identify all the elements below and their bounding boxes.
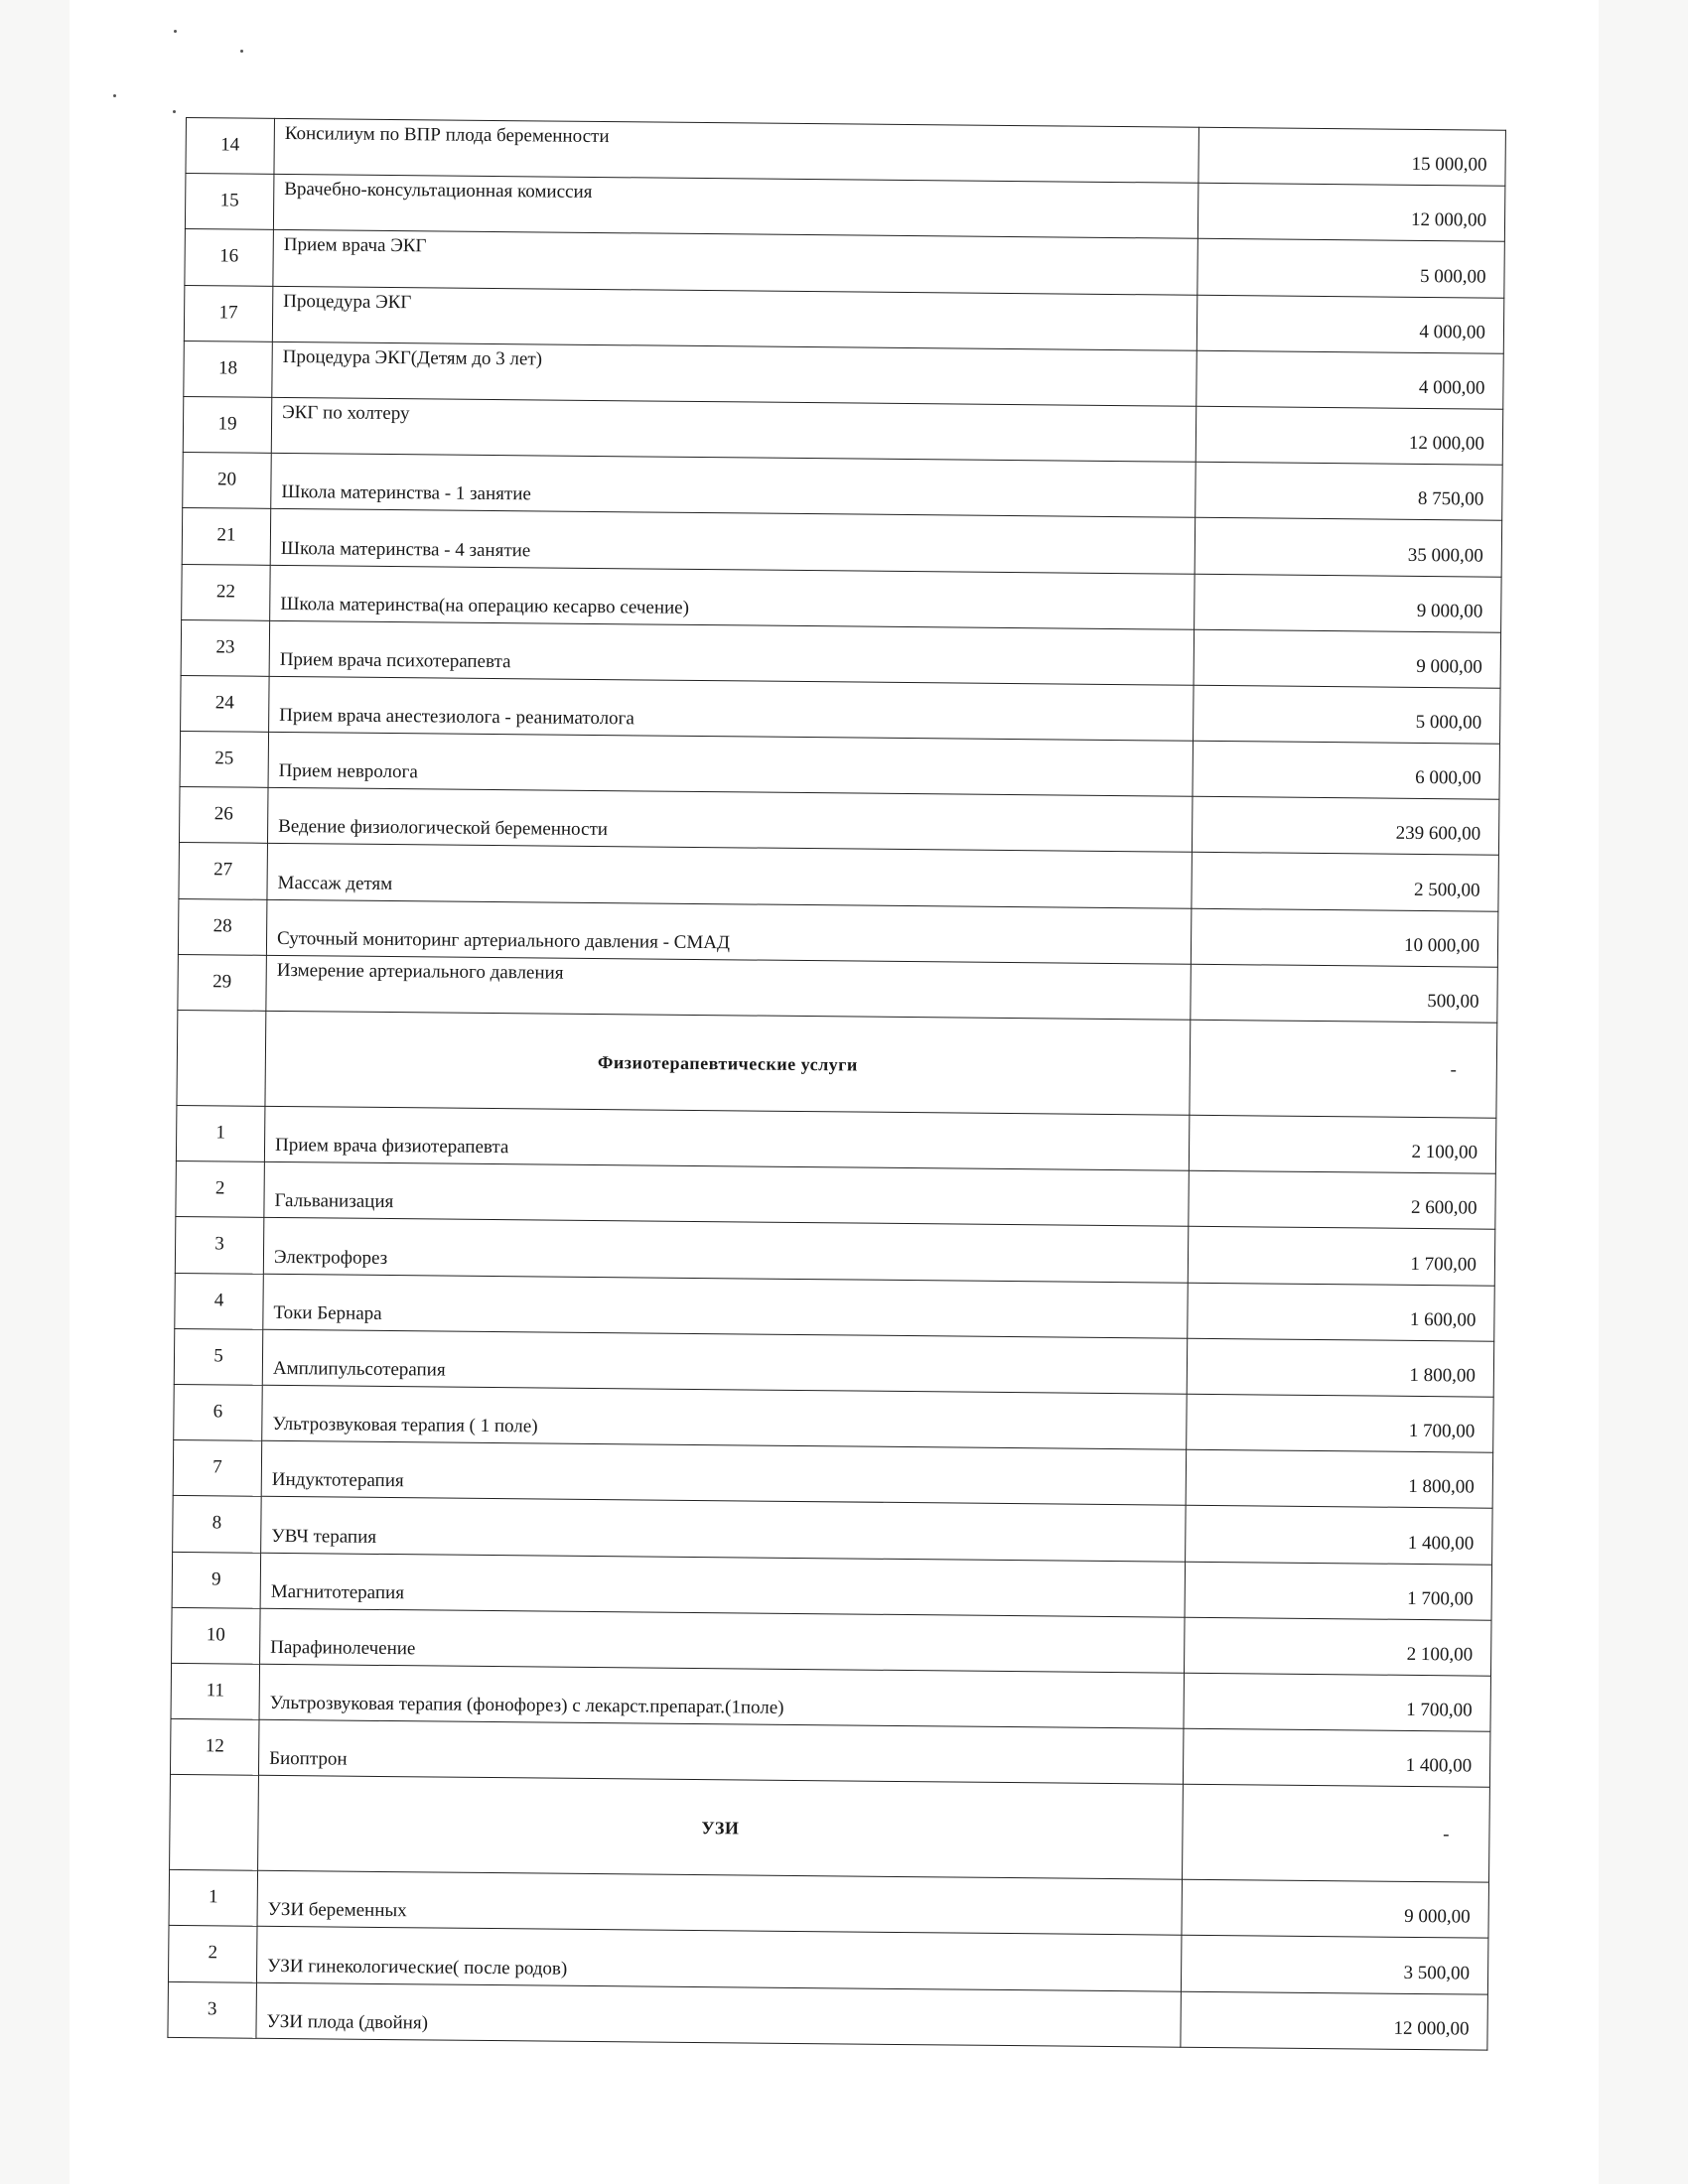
- row-number: 3: [175, 1217, 264, 1274]
- price-list-body: [168, 118, 1506, 2050]
- service-price: 1 400,00: [1186, 1506, 1493, 1565]
- service-price: 1 600,00: [1188, 1283, 1495, 1341]
- section-number-cell: [170, 1775, 259, 1871]
- service-name: Прием врача анестезиолога - реаниматолога: [269, 676, 1194, 741]
- service-price: 3 500,00: [1181, 1936, 1488, 1994]
- service-price: 500,00: [1191, 964, 1498, 1023]
- service-price: 4 000,00: [1196, 350, 1504, 409]
- service-name: Школа материнства - 4 занятие: [270, 509, 1195, 574]
- row-number: 11: [171, 1663, 260, 1719]
- service-name: Ультрозвуковая терапия ( 1 поле): [262, 1385, 1187, 1449]
- service-name: Процедура ЭКГ(Детям до 3 лет): [272, 341, 1196, 406]
- service-name: Ведение физиологической беременности: [267, 788, 1192, 853]
- service-name: Магнитотерапия: [260, 1553, 1185, 1617]
- row-number: 2: [168, 1926, 257, 1982]
- section-number-cell: [177, 1010, 266, 1106]
- section-title: УЗИ: [258, 1776, 1184, 1880]
- price-list-table: [167, 117, 1506, 2050]
- row-number: 16: [185, 229, 274, 286]
- row-number: 17: [184, 285, 273, 341]
- row-number: 9: [172, 1552, 261, 1608]
- service-name: Прием врача ЭКГ: [273, 230, 1197, 295]
- row-number: 1: [176, 1105, 265, 1161]
- service-price: 1 800,00: [1187, 1338, 1494, 1397]
- service-price: 1 400,00: [1183, 1728, 1490, 1787]
- service-price: 1 700,00: [1185, 1562, 1492, 1620]
- service-price: 2 100,00: [1185, 1617, 1492, 1676]
- service-name: Амплипульсотерапия: [262, 1329, 1187, 1394]
- section-price: -: [1190, 1020, 1497, 1118]
- service-name: Суточный мониторинг артериального давления - СМАД: [266, 899, 1191, 964]
- service-price: 12 000,00: [1197, 183, 1505, 241]
- service-name: Токи Бернара: [263, 1274, 1188, 1338]
- service-name: Врачебно-консультационная комиссия: [273, 175, 1197, 239]
- service-name: Школа материнства(на операцию кесарво сечение): [270, 565, 1195, 629]
- service-name: Ультрозвуковая терапия (фонофорез) с лекарст.препарат.(1поле): [259, 1664, 1184, 1728]
- service-price: 15 000,00: [1198, 127, 1506, 186]
- scan-speck: [113, 94, 116, 97]
- row-number: 27: [179, 843, 268, 899]
- service-name: Биоптрон: [258, 1719, 1183, 1784]
- row-number: 26: [179, 787, 268, 844]
- table-row: [168, 1981, 1487, 2050]
- scan-speck: [174, 30, 177, 33]
- service-name: УЗИ беременных: [257, 1871, 1182, 1936]
- service-price: 1 700,00: [1188, 1227, 1495, 1286]
- service-price: 9 000,00: [1182, 1879, 1489, 1938]
- service-price: 6 000,00: [1193, 741, 1500, 799]
- row-number: 18: [184, 341, 273, 397]
- row-number: 15: [185, 174, 274, 230]
- service-price: 1 700,00: [1187, 1394, 1494, 1452]
- row-number: 8: [173, 1496, 262, 1553]
- service-price: 2 600,00: [1189, 1170, 1496, 1229]
- service-price: 2 500,00: [1192, 853, 1499, 911]
- service-name: ЭКГ по холтеру: [271, 397, 1196, 462]
- row-number: 6: [174, 1384, 263, 1440]
- service-name: Парафинолечение: [260, 1608, 1185, 1673]
- row-number: 29: [178, 954, 267, 1011]
- scan-speck: [240, 50, 243, 53]
- section-header-uzi: [170, 1775, 1490, 1883]
- service-name: Прием врача психотерапевта: [269, 620, 1194, 685]
- service-price: 2 100,00: [1189, 1115, 1496, 1173]
- service-price: 12 000,00: [1181, 1991, 1488, 2050]
- row-number: 23: [181, 619, 270, 676]
- service-price: 5 000,00: [1197, 239, 1505, 298]
- row-number: 1: [169, 1870, 258, 1927]
- service-name: Измерение артериального давления: [266, 955, 1191, 1020]
- row-number: 4: [175, 1273, 264, 1329]
- row-number: 5: [174, 1328, 263, 1385]
- service-price: 239 600,00: [1192, 797, 1499, 856]
- service-price: 8 750,00: [1196, 462, 1503, 520]
- service-name: УВЧ терапия: [261, 1497, 1186, 1562]
- service-name: Индуктотерапия: [261, 1440, 1186, 1505]
- row-number: 7: [173, 1440, 262, 1497]
- service-name: Гальванизация: [264, 1161, 1189, 1226]
- service-price: 1 800,00: [1186, 1449, 1493, 1508]
- service-name: УЗИ плода (двойня): [256, 1982, 1181, 2047]
- section-title: Физиотерапевтические услуги: [265, 1011, 1191, 1115]
- row-number: 14: [186, 118, 275, 175]
- row-number: 12: [170, 1718, 259, 1775]
- section-header-physio: [177, 1010, 1497, 1118]
- service-price: 1 700,00: [1184, 1673, 1491, 1731]
- row-number: 24: [181, 675, 270, 732]
- service-name: Консилиум по ВПР плода беременности: [274, 118, 1198, 183]
- service-name: УЗИ гинекологические( после родов): [256, 1927, 1181, 1991]
- row-number: 10: [172, 1607, 261, 1664]
- row-number: 2: [176, 1161, 265, 1218]
- row-number: 22: [182, 564, 271, 620]
- row-number: 19: [183, 396, 272, 453]
- service-price: 5 000,00: [1194, 685, 1501, 744]
- row-number: 3: [168, 1981, 257, 2038]
- service-price: 9 000,00: [1194, 629, 1501, 688]
- row-number: 28: [178, 898, 267, 955]
- service-price: 10 000,00: [1191, 908, 1498, 967]
- service-price: 35 000,00: [1195, 518, 1502, 577]
- service-price: 9 000,00: [1195, 574, 1502, 632]
- service-name: Массаж детям: [267, 844, 1192, 908]
- service-name: Прием невролога: [268, 732, 1193, 796]
- section-price: -: [1183, 1784, 1490, 1882]
- service-name: Школа материнства - 1 занятие: [271, 453, 1196, 517]
- service-name: Процедура ЭКГ: [272, 286, 1196, 350]
- row-number: 20: [183, 453, 272, 509]
- row-number: 21: [182, 508, 271, 565]
- service-name: Прием врача физиотерапевта: [264, 1106, 1189, 1170]
- service-price: 4 000,00: [1196, 295, 1504, 353]
- row-number: 25: [180, 732, 269, 788]
- scan-speck: [173, 110, 176, 113]
- service-price: 12 000,00: [1196, 406, 1503, 465]
- service-name: Электрофорез: [263, 1218, 1188, 1283]
